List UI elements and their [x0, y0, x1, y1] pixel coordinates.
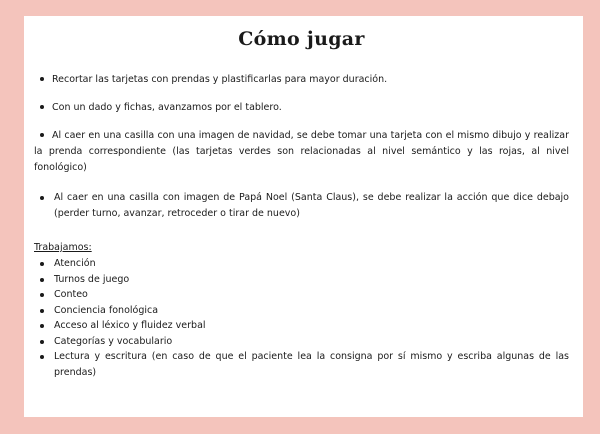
bullet-icon [40, 196, 44, 200]
skill-item [34, 256, 569, 272]
instruction-item [34, 190, 569, 222]
skill-item [34, 287, 569, 303]
bullet-icon [40, 340, 44, 344]
instruction-text: Recortar las tarjetas con prendas y plastificarlas para mayor duración. [52, 74, 388, 85]
instruction-item [34, 72, 569, 88]
instructions-list [34, 72, 569, 222]
skills-list [34, 256, 569, 380]
bullet-icon [40, 105, 44, 109]
skill-item [34, 318, 569, 334]
instruction-item [34, 128, 569, 176]
instruction-text: Con un dado y fichas, avanzamos por el tablero. [52, 102, 282, 113]
instruction-item [34, 100, 569, 116]
skill-text: Categorías y vocabulario [54, 335, 173, 347]
bullet-icon [40, 324, 44, 328]
bullet-icon [40, 278, 44, 282]
skill-item [34, 272, 569, 288]
skill-item [34, 349, 569, 380]
instruction-text: Al caer en una casilla con una imagen de navidad, se debe tomar una tarjeta con el mismo dibujo y realizar la prenda correspondiente (las tarjetas verdes son relacionadas al nivel semántico y las rojas, al nivel fonológico) [34, 130, 569, 173]
bullet-icon [40, 133, 44, 137]
skill-text: Lectura y escritura (en caso de que el paciente lea la consigna por sí mismo y escriba algunas de las prendas) [54, 351, 569, 378]
skill-text: Atención [54, 258, 96, 269]
instruction-text: Al caer en una casilla con imagen de Papá Noel (Santa Claus), se debe realizar la acción que dice debajo (perder turno, avanzar, retroceder o tirar de nuevo) [54, 192, 569, 219]
content-card [24, 16, 583, 417]
bullet-icon [40, 309, 44, 313]
bullet-icon [40, 293, 44, 297]
bullet-icon [40, 355, 44, 359]
skill-item [34, 303, 569, 319]
bullet-icon [40, 77, 44, 81]
skill-text: Turnos de juego [54, 273, 130, 285]
skills-heading: Trabajamos: [34, 242, 92, 253]
page-title: Cómo jugar [238, 28, 365, 50]
skill-text: Conteo [54, 289, 88, 300]
bullet-icon [40, 262, 44, 266]
skill-item [34, 334, 569, 350]
skill-text: Acceso al léxico y fluidez verbal [54, 320, 206, 331]
skill-text: Conciencia fonológica [54, 304, 159, 316]
